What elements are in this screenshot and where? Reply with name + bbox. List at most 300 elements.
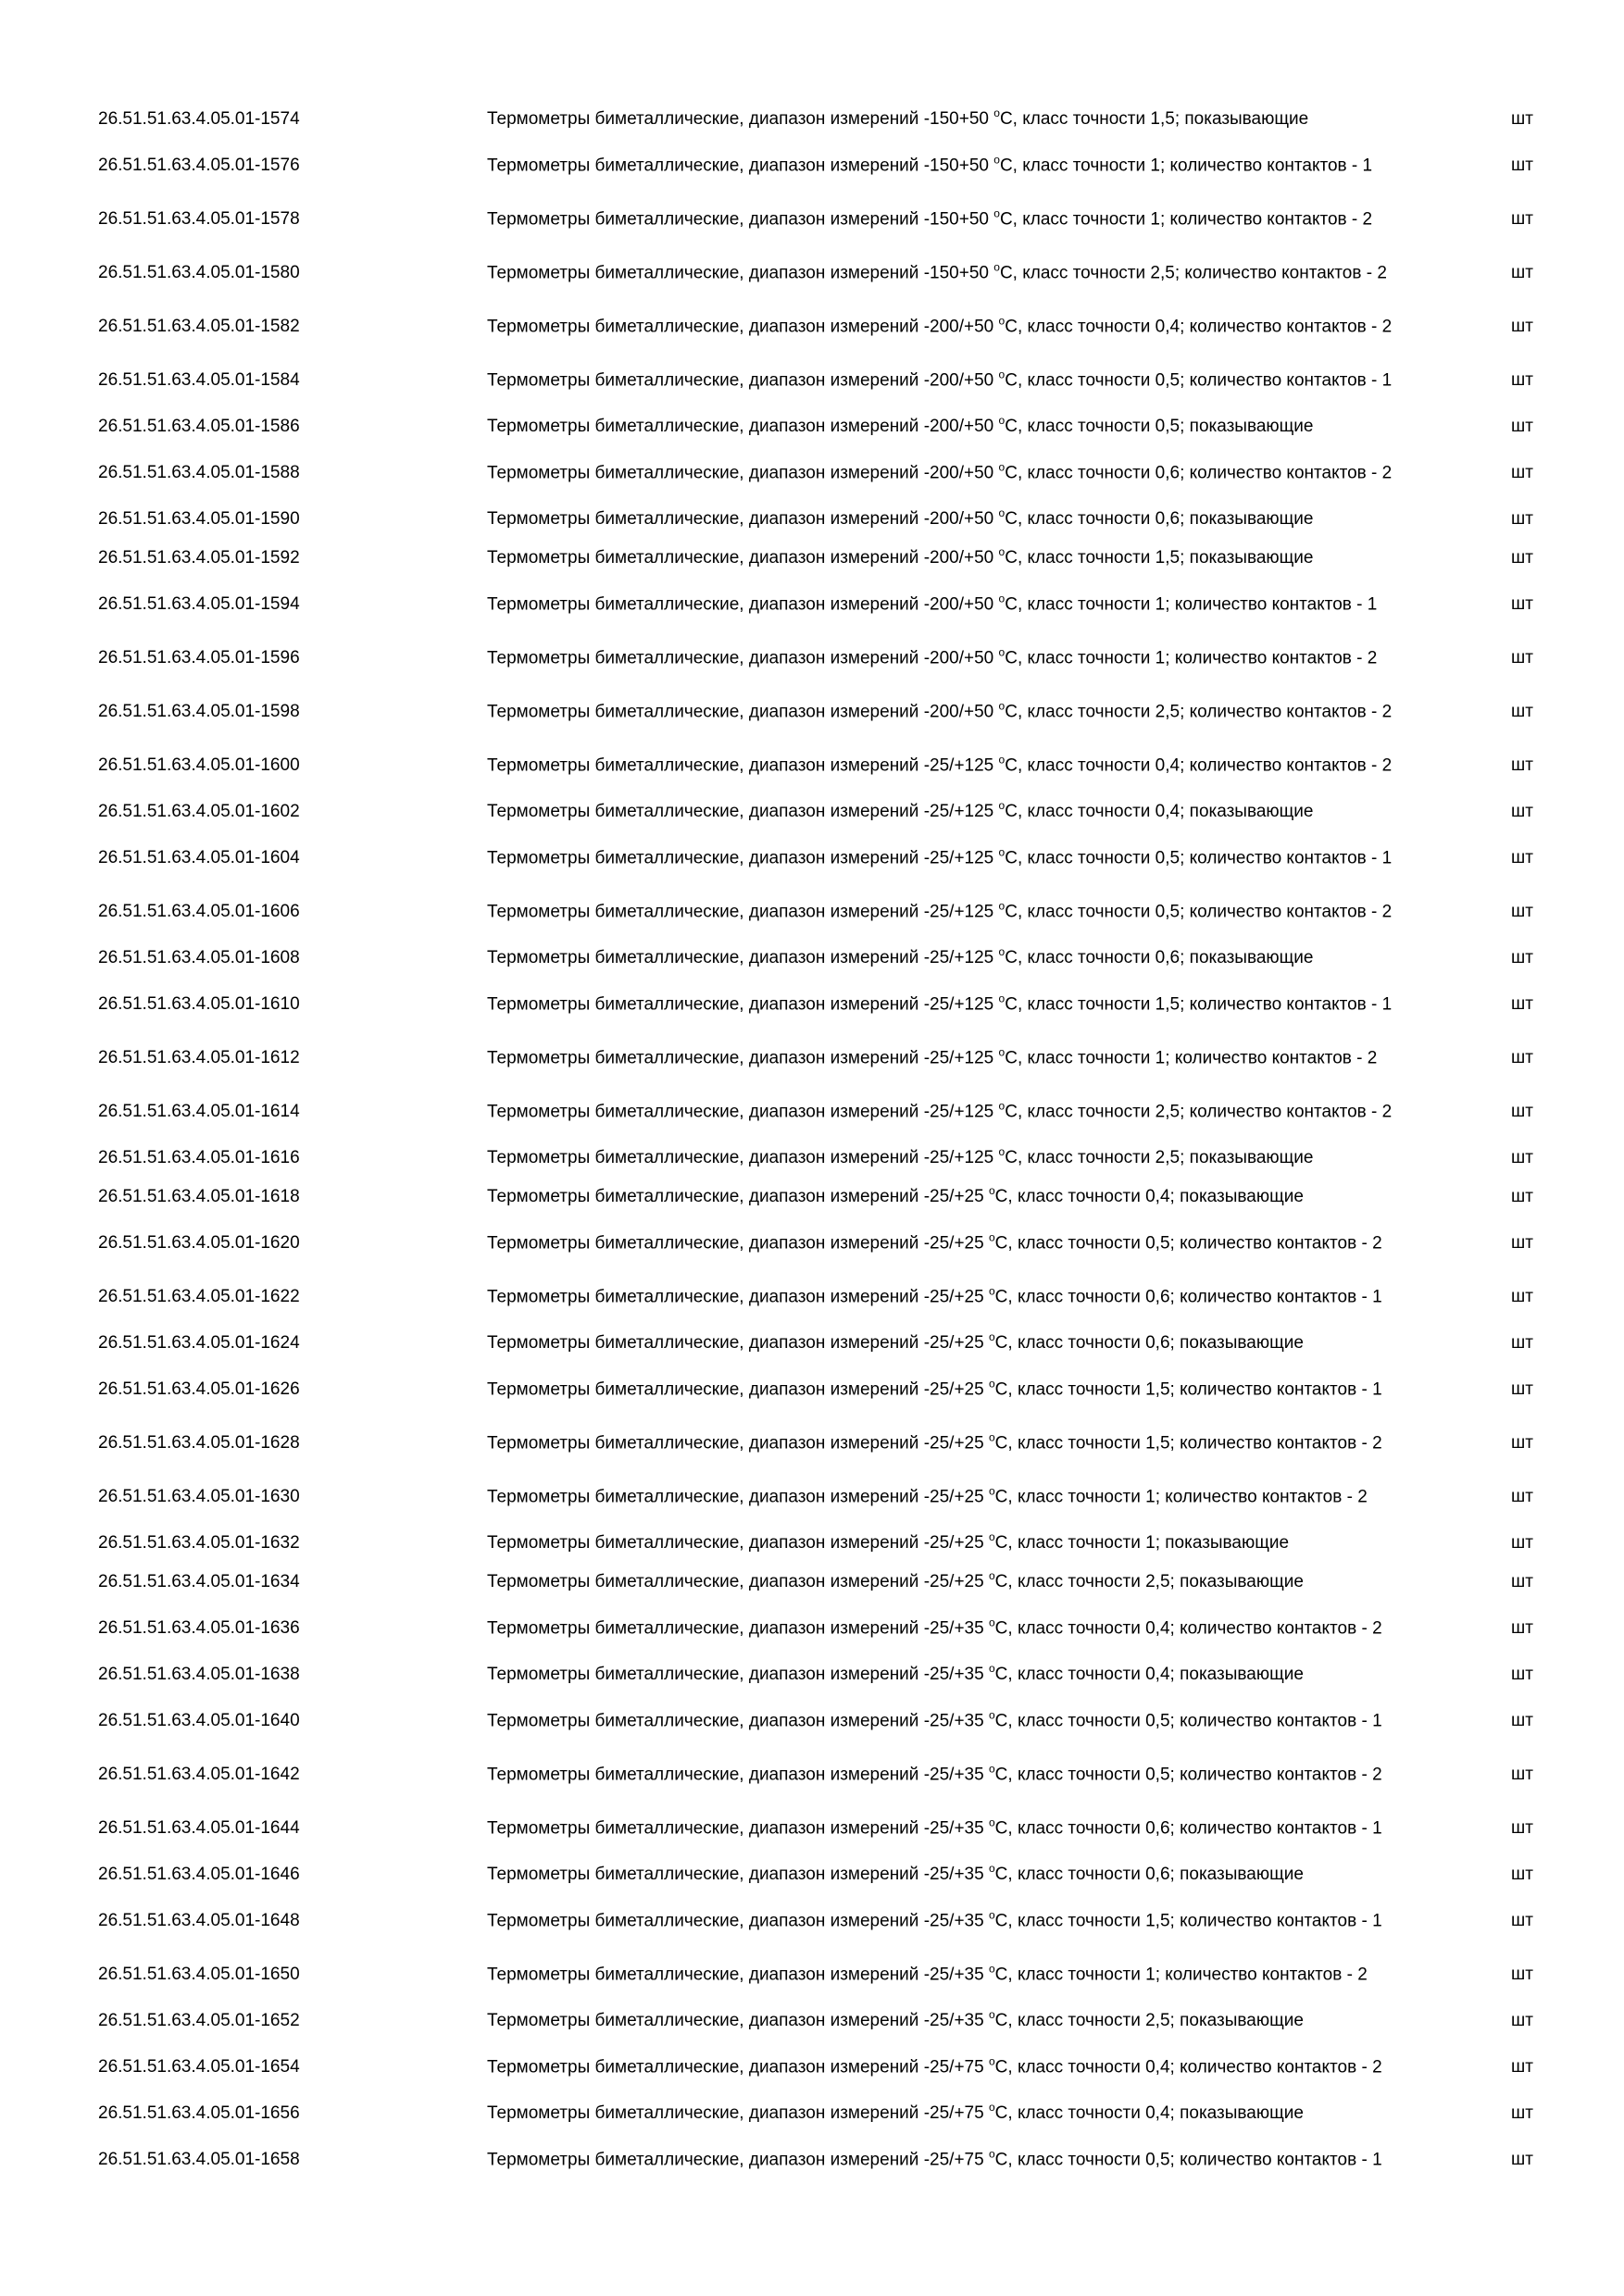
measurement-range: -200/+50 [923, 648, 994, 668]
item-code: 26.51.51.63.4.05.01-1652 [98, 2011, 300, 2030]
degree-mark: o [988, 2054, 995, 2068]
accuracy-prefix: , класс точности [1017, 1048, 1156, 1068]
table-row [0, 1031, 1624, 1085]
accuracy-prefix: , класс точности [1017, 994, 1156, 1015]
separator: ; [1180, 1102, 1190, 1122]
accuracy-prefix: , класс точности [1007, 1533, 1146, 1553]
item-description [487, 506, 1468, 532]
celsius-unit: C [1005, 594, 1018, 615]
description-suffix: показывающие [1180, 1333, 1304, 1353]
degree-mark: o [988, 1230, 995, 1244]
table-row [0, 1139, 1624, 1178]
table-row [0, 1217, 1624, 1270]
item-code: 26.51.51.63.4.05.01-1606 [98, 902, 300, 921]
accuracy-prefix: , класс точности [1007, 1233, 1146, 1254]
degree-mark: o [988, 1529, 995, 1543]
accuracy-prefix: , класс точности [1007, 1572, 1146, 1591]
separator: ; [1159, 209, 1170, 230]
item-code: 26.51.51.63.4.05.01-1632 [98, 1533, 300, 1553]
accuracy-prefix: , класс точности [1007, 1187, 1146, 1206]
description-prefix: Термометры биметаллические, диапазон измерений [487, 509, 924, 529]
item-code: 26.51.51.63.4.05.01-1648 [98, 1911, 300, 1930]
description-prefix: Термометры биметаллические, диапазон измерений [487, 648, 924, 668]
table-row [0, 2094, 1624, 2133]
item-description [487, 1377, 1468, 1404]
celsius-unit: C [994, 2011, 1008, 2030]
item-unit: шт [1511, 370, 1533, 390]
item-unit: шт [1511, 594, 1533, 614]
table-row [0, 139, 1624, 193]
accuracy-prefix: , класс точности [1017, 317, 1156, 337]
description-suffix: показывающие [1184, 109, 1309, 129]
item-code: 26.51.51.63.4.05.01-1624 [98, 1333, 300, 1353]
separator: ; [1169, 2103, 1181, 2123]
separator: ; [1165, 648, 1175, 668]
degree-mark: o [988, 1430, 995, 1444]
description-suffix: количество контактов - 1 [1189, 994, 1393, 1015]
description-suffix: количество контактов - 2 [1189, 463, 1393, 483]
degree-mark: o [998, 1144, 1006, 1158]
item-description [487, 699, 1468, 726]
celsius-unit: C [1005, 463, 1018, 483]
description-prefix: Термометры биметаллические, диапазон измерений [487, 755, 924, 776]
separator: ; [1169, 1333, 1181, 1353]
item-unit: шт [1511, 1333, 1533, 1353]
accuracy-prefix: , класс точности [1017, 648, 1156, 668]
description-suffix: количество контактов - 2 [1189, 317, 1393, 337]
item-description [487, 206, 1468, 233]
accuracy-prefix: , класс точности [1007, 2103, 1146, 2123]
accuracy-class: 0,6 [1145, 1818, 1170, 1839]
item-description [487, 1962, 1468, 1989]
accuracy-prefix: , класс точности [1017, 548, 1156, 568]
accuracy-prefix: , класс точности [1017, 702, 1156, 722]
item-description [487, 753, 1468, 780]
accuracy-prefix: , класс точности [1017, 509, 1156, 529]
measurement-range: -25/+25 [923, 1572, 984, 1591]
description-prefix: Термометры биметаллические, диапазон измерений [487, 2150, 924, 2170]
item-description [487, 1862, 1468, 1888]
celsius-unit: C [1005, 948, 1018, 967]
degree-mark: o [988, 1568, 995, 1582]
description-suffix: количество контактов - 2 [1180, 1233, 1382, 1254]
accuracy-class: 1,5 [1145, 1911, 1170, 1931]
description-suffix: показывающие [1189, 1148, 1314, 1167]
item-unit: шт [1511, 509, 1533, 529]
item-unit: шт [1511, 417, 1533, 436]
celsius-unit: C [994, 1433, 1008, 1454]
item-unit: шт [1511, 548, 1533, 568]
measurement-range: -25/+125 [923, 994, 994, 1015]
accuracy-class: 1,5 [1150, 109, 1175, 129]
measurement-range: -150+50 [923, 263, 989, 283]
celsius-unit: C [994, 1233, 1008, 1254]
description-suffix: количество контактов - 2 [1189, 702, 1393, 722]
accuracy-class: 1 [1155, 1048, 1166, 1068]
degree-mark: o [998, 899, 1006, 913]
celsius-unit: C [994, 1765, 1008, 1785]
table-row [0, 100, 1624, 139]
item-description [487, 2008, 1468, 2034]
accuracy-class: 0,4 [1145, 2057, 1170, 2078]
separator: ; [1169, 1865, 1181, 1884]
item-code: 26.51.51.63.4.05.01-1658 [98, 2150, 300, 2169]
accuracy-class: 0,4 [1145, 2103, 1170, 2123]
accuracy-class: 0,6 [1155, 948, 1181, 967]
item-description [487, 1908, 1468, 1935]
degree-mark: o [998, 544, 1006, 558]
measurement-range: -25/+25 [923, 1533, 984, 1553]
celsius-unit: C [994, 1865, 1008, 1884]
accuracy-prefix: , класс точности [1007, 1287, 1146, 1307]
degree-mark: o [998, 592, 1006, 605]
description-prefix: Термометры биметаллические, диапазон измерений [487, 1865, 924, 1884]
table-row [0, 1602, 1624, 1655]
table-row [0, 1694, 1624, 1748]
description-prefix: Термометры биметаллические, диапазон измерений [487, 902, 924, 922]
accuracy-prefix: , класс точности [1007, 1911, 1146, 1931]
measurement-range: -25/+35 [923, 1818, 984, 1839]
accuracy-prefix: , класс точности [1007, 1865, 1146, 1884]
item-code: 26.51.51.63.4.05.01-1646 [98, 1865, 300, 1884]
item-description [487, 1230, 1468, 1257]
item-code: 26.51.51.63.4.05.01-1590 [98, 509, 300, 529]
description-prefix: Термометры биметаллические, диапазон измерений [487, 109, 924, 129]
description-suffix: количество контактов - 1 [1169, 156, 1373, 176]
table-row [0, 1470, 1624, 1524]
accuracy-prefix: , класс точности [1017, 463, 1156, 483]
item-unit: шт [1511, 848, 1533, 867]
description-suffix: количество контактов - 1 [1174, 594, 1378, 615]
item-description [487, 2147, 1468, 2174]
measurement-range: -200/+50 [923, 463, 994, 483]
table-row [0, 1748, 1624, 1802]
item-code: 26.51.51.63.4.05.01-1618 [98, 1187, 300, 1206]
accuracy-class: 1 [1155, 648, 1166, 668]
accuracy-class: 0,4 [1155, 802, 1181, 821]
description-suffix: количество контактов - 1 [1180, 1911, 1382, 1931]
measurement-range: -25/+35 [923, 1911, 984, 1931]
celsius-unit: C [994, 1287, 1008, 1307]
degree-mark: o [998, 1045, 1006, 1059]
celsius-unit: C [994, 1572, 1008, 1591]
description-suffix: количество контактов - 2 [1180, 1765, 1382, 1785]
description-suffix: количество контактов - 1 [1180, 2150, 1382, 2170]
item-code: 26.51.51.63.4.05.01-1638 [98, 1665, 300, 1684]
degree-mark: o [988, 1861, 995, 1875]
item-unit: шт [1511, 2150, 1533, 2169]
accuracy-prefix: , класс точности [1007, 2057, 1146, 2078]
measurement-range: -25/+125 [923, 802, 994, 821]
description-prefix: Термометры биметаллические, диапазон измерений [487, 1572, 924, 1591]
accuracy-class: 1,5 [1155, 994, 1181, 1015]
celsius-unit: C [994, 2057, 1008, 2078]
separator: ; [1180, 948, 1190, 967]
table-row [0, 978, 1624, 1031]
table-row [0, 739, 1624, 792]
item-unit: шт [1511, 1048, 1533, 1067]
item-code: 26.51.51.63.4.05.01-1626 [98, 1379, 300, 1399]
item-code: 26.51.51.63.4.05.01-1592 [98, 548, 300, 568]
celsius-unit: C [1005, 370, 1018, 391]
separator: ; [1180, 702, 1190, 722]
item-code: 26.51.51.63.4.05.01-1620 [98, 1233, 300, 1253]
accuracy-prefix: , класс точности [1007, 1379, 1146, 1400]
item-unit: шт [1511, 1765, 1533, 1784]
item-description [487, 945, 1468, 971]
item-unit: шт [1511, 2011, 1533, 2030]
accuracy-class: 0,6 [1145, 1865, 1170, 1884]
description-prefix: Термометры биметаллические, диапазон измерений [487, 948, 924, 967]
table-row [0, 939, 1624, 978]
description-suffix: количество контактов - 1 [1180, 1287, 1382, 1307]
description-prefix: Термометры биметаллические, диапазон измерений [487, 370, 924, 391]
item-code: 26.51.51.63.4.05.01-1596 [98, 648, 300, 668]
separator: ; [1155, 1965, 1166, 1985]
item-unit: шт [1511, 1618, 1533, 1638]
celsius-unit: C [1005, 1048, 1018, 1068]
accuracy-class: 0,5 [1145, 2150, 1170, 2170]
degree-mark: o [998, 368, 1006, 381]
description-suffix: количество контактов - 2 [1189, 1102, 1393, 1122]
degree-mark: o [988, 1377, 995, 1391]
measurement-range: -25/+35 [923, 1618, 984, 1639]
accuracy-class: 1 [1150, 209, 1160, 230]
item-unit: шт [1511, 156, 1533, 175]
item-unit: шт [1511, 317, 1533, 336]
table-row [0, 792, 1624, 831]
accuracy-class: 0,5 [1145, 1711, 1170, 1731]
item-unit: шт [1511, 1148, 1533, 1167]
item-description [487, 1330, 1468, 1356]
table-row [0, 685, 1624, 739]
table-row [0, 1563, 1624, 1602]
table-row [0, 246, 1624, 300]
description-prefix: Термометры биметаллические, диапазон измерений [487, 1965, 924, 1985]
description-prefix: Термометры биметаллические, диапазон измерений [487, 2103, 924, 2123]
item-description [487, 799, 1468, 825]
item-code: 26.51.51.63.4.05.01-1598 [98, 702, 300, 721]
measurement-range: -25/+35 [923, 1711, 984, 1731]
accuracy-class: 1,5 [1145, 1379, 1170, 1400]
measurement-range: -25/+25 [923, 1379, 984, 1400]
item-unit: шт [1511, 994, 1533, 1014]
degree-mark: o [998, 845, 1006, 859]
item-description [487, 314, 1468, 341]
degree-mark: o [998, 798, 1006, 812]
celsius-unit: C [1005, 994, 1018, 1015]
table-row [0, 1416, 1624, 1470]
item-unit: шт [1511, 463, 1533, 482]
celsius-unit: C [1005, 1148, 1018, 1167]
description-suffix: количество контактов - 1 [1180, 1379, 1382, 1400]
description-suffix: количество контактов - 2 [1189, 902, 1393, 922]
description-suffix: количество контактов - 1 [1189, 370, 1393, 391]
table-row [0, 354, 1624, 407]
table-row [0, 1524, 1624, 1563]
accuracy-prefix: , класс точности [1007, 1711, 1146, 1731]
accuracy-prefix: , класс точности [1007, 1618, 1146, 1639]
accuracy-prefix: , класс точности [1012, 263, 1151, 283]
measurement-range: -25/+35 [923, 1665, 984, 1684]
item-code: 26.51.51.63.4.05.01-1582 [98, 317, 300, 336]
celsius-unit: C [1005, 417, 1018, 436]
celsius-unit: C [1005, 755, 1018, 776]
degree-mark: o [993, 106, 1000, 119]
table-row [0, 2040, 1624, 2094]
item-description [487, 2101, 1468, 2127]
description-prefix: Термометры биметаллические, диапазон измерений [487, 209, 924, 230]
separator: ; [1180, 802, 1190, 821]
celsius-unit: C [1005, 548, 1018, 568]
item-code: 26.51.51.63.4.05.01-1574 [98, 109, 300, 129]
description-suffix: количество контактов - 2 [1169, 209, 1373, 230]
accuracy-prefix: , класс точности [1007, 1333, 1146, 1353]
item-unit: шт [1511, 702, 1533, 721]
item-description [487, 1708, 1468, 1735]
item-unit: шт [1511, 1818, 1533, 1838]
item-description [487, 545, 1468, 571]
item-description [487, 1530, 1468, 1556]
separator: ; [1169, 1572, 1181, 1591]
description-suffix: количество контактов - 1 [1189, 848, 1393, 868]
accuracy-class: 0,4 [1145, 1187, 1170, 1206]
item-code: 26.51.51.63.4.05.01-1612 [98, 1048, 300, 1067]
measurement-range: -25/+35 [923, 1965, 984, 1985]
celsius-unit: C [999, 263, 1013, 283]
accuracy-class: 2,5 [1155, 702, 1181, 722]
description-suffix: количество контактов - 2 [1180, 1433, 1382, 1454]
item-description [487, 1099, 1468, 1126]
item-code: 26.51.51.63.4.05.01-1650 [98, 1965, 300, 1984]
degree-mark: o [998, 413, 1006, 427]
item-description [487, 460, 1468, 487]
description-suffix: показывающие [1189, 948, 1314, 967]
measurement-range: -25/+125 [923, 755, 994, 776]
description-prefix: Термометры биметаллические, диапазон измерений [487, 994, 924, 1015]
measurement-range: -25/+75 [923, 2150, 984, 2170]
measurement-range: -25/+25 [923, 1287, 984, 1307]
accuracy-prefix: , класс точности [1007, 1487, 1146, 1507]
table-row [0, 1270, 1624, 1324]
description-prefix: Термометры биметаллические, диапазон измерений [487, 1233, 924, 1254]
description-prefix: Термометры биметаллические, диапазон измерений [487, 1433, 924, 1454]
celsius-unit: C [994, 1965, 1008, 1985]
accuracy-class: 1 [1145, 1965, 1156, 1985]
description-suffix: количество контактов - 1 [1180, 1711, 1382, 1731]
description-suffix: количество контактов - 2 [1180, 2057, 1382, 2078]
item-code: 26.51.51.63.4.05.01-1628 [98, 1433, 300, 1453]
measurement-range: -25/+125 [923, 902, 994, 922]
item-description [487, 106, 1468, 132]
table-row [0, 446, 1624, 500]
accuracy-prefix: , класс точности [1012, 156, 1151, 176]
accuracy-class: 2,5 [1145, 1572, 1170, 1591]
item-unit: шт [1511, 2057, 1533, 2077]
description-suffix: показывающие [1189, 548, 1314, 568]
accuracy-class: 0,5 [1145, 1233, 1170, 1254]
description-prefix: Термометры биметаллические, диапазон измерений [487, 1148, 924, 1167]
description-suffix: количество контактов - 2 [1174, 1048, 1378, 1068]
description-suffix: количество контактов - 2 [1184, 263, 1387, 283]
description-suffix: показывающие [1189, 509, 1314, 529]
degree-mark: o [988, 1816, 995, 1829]
description-suffix: показывающие [1180, 1665, 1304, 1684]
degree-mark: o [988, 1908, 995, 1922]
celsius-unit: C [1005, 848, 1018, 868]
item-description [487, 1145, 1468, 1171]
celsius-unit: C [1005, 802, 1018, 821]
accuracy-class: 0,5 [1155, 902, 1181, 922]
celsius-unit: C [994, 1618, 1008, 1639]
item-description [487, 1184, 1468, 1210]
description-prefix: Термометры биметаллические, диапазон измерений [487, 1487, 924, 1507]
description-suffix: количество контактов - 2 [1180, 1618, 1382, 1639]
degree-mark: o [988, 2100, 995, 2114]
measurement-range: -25/+75 [923, 2057, 984, 2078]
accuracy-prefix: , класс точности [1007, 1665, 1146, 1684]
item-code: 26.51.51.63.4.05.01-1576 [98, 156, 300, 175]
item-description [487, 1569, 1468, 1595]
item-code: 26.51.51.63.4.05.01-1634 [98, 1572, 300, 1591]
degree-mark: o [998, 992, 1006, 1005]
accuracy-class: 1 [1155, 594, 1166, 615]
measurement-range: -200/+50 [923, 702, 994, 722]
degree-mark: o [988, 1708, 995, 1722]
item-unit: шт [1511, 1665, 1533, 1684]
separator: ; [1169, 1233, 1181, 1254]
measurement-range: -150+50 [923, 109, 989, 129]
item-description [487, 1762, 1468, 1789]
separator: ; [1180, 1148, 1190, 1167]
item-unit: шт [1511, 902, 1533, 921]
separator: ; [1165, 1048, 1175, 1068]
accuracy-class: 0,4 [1155, 317, 1181, 337]
item-unit: шт [1511, 1102, 1533, 1121]
accuracy-prefix: , класс точности [1007, 1965, 1146, 1985]
table-row [0, 631, 1624, 685]
description-suffix: количество контактов - 1 [1180, 1818, 1382, 1839]
description-prefix: Термометры биметаллические, диапазон измерений [487, 463, 924, 483]
item-description [487, 1662, 1468, 1688]
separator: ; [1180, 463, 1190, 483]
measurement-range: -150+50 [923, 156, 989, 176]
description-prefix: Термометры биметаллические, диапазон измерений [487, 1102, 924, 1122]
accuracy-class: 0,5 [1155, 370, 1181, 391]
item-description [487, 1616, 1468, 1642]
description-prefix: Термометры биметаллические, диапазон измерений [487, 1379, 924, 1400]
item-code: 26.51.51.63.4.05.01-1640 [98, 1711, 300, 1730]
table-row [0, 539, 1624, 578]
description-suffix: количество контактов - 2 [1189, 755, 1393, 776]
item-unit: шт [1511, 1911, 1533, 1930]
item-unit: шт [1511, 1965, 1533, 1984]
separator: ; [1169, 1665, 1181, 1684]
description-prefix: Термометры биметаллические, диапазон измерений [487, 802, 924, 821]
degree-mark: o [988, 1762, 995, 1776]
item-code: 26.51.51.63.4.05.01-1656 [98, 2103, 300, 2123]
table-row [0, 831, 1624, 885]
degree-mark: o [988, 1329, 995, 1343]
celsius-unit: C [994, 1487, 1008, 1507]
celsius-unit: C [999, 109, 1013, 129]
table-row [0, 1085, 1624, 1139]
table-row [0, 1655, 1624, 1694]
degree-mark: o [993, 260, 1000, 274]
separator: ; [1159, 156, 1170, 176]
measurement-range: -25/+35 [923, 2011, 984, 2030]
table-row [0, 1178, 1624, 1217]
